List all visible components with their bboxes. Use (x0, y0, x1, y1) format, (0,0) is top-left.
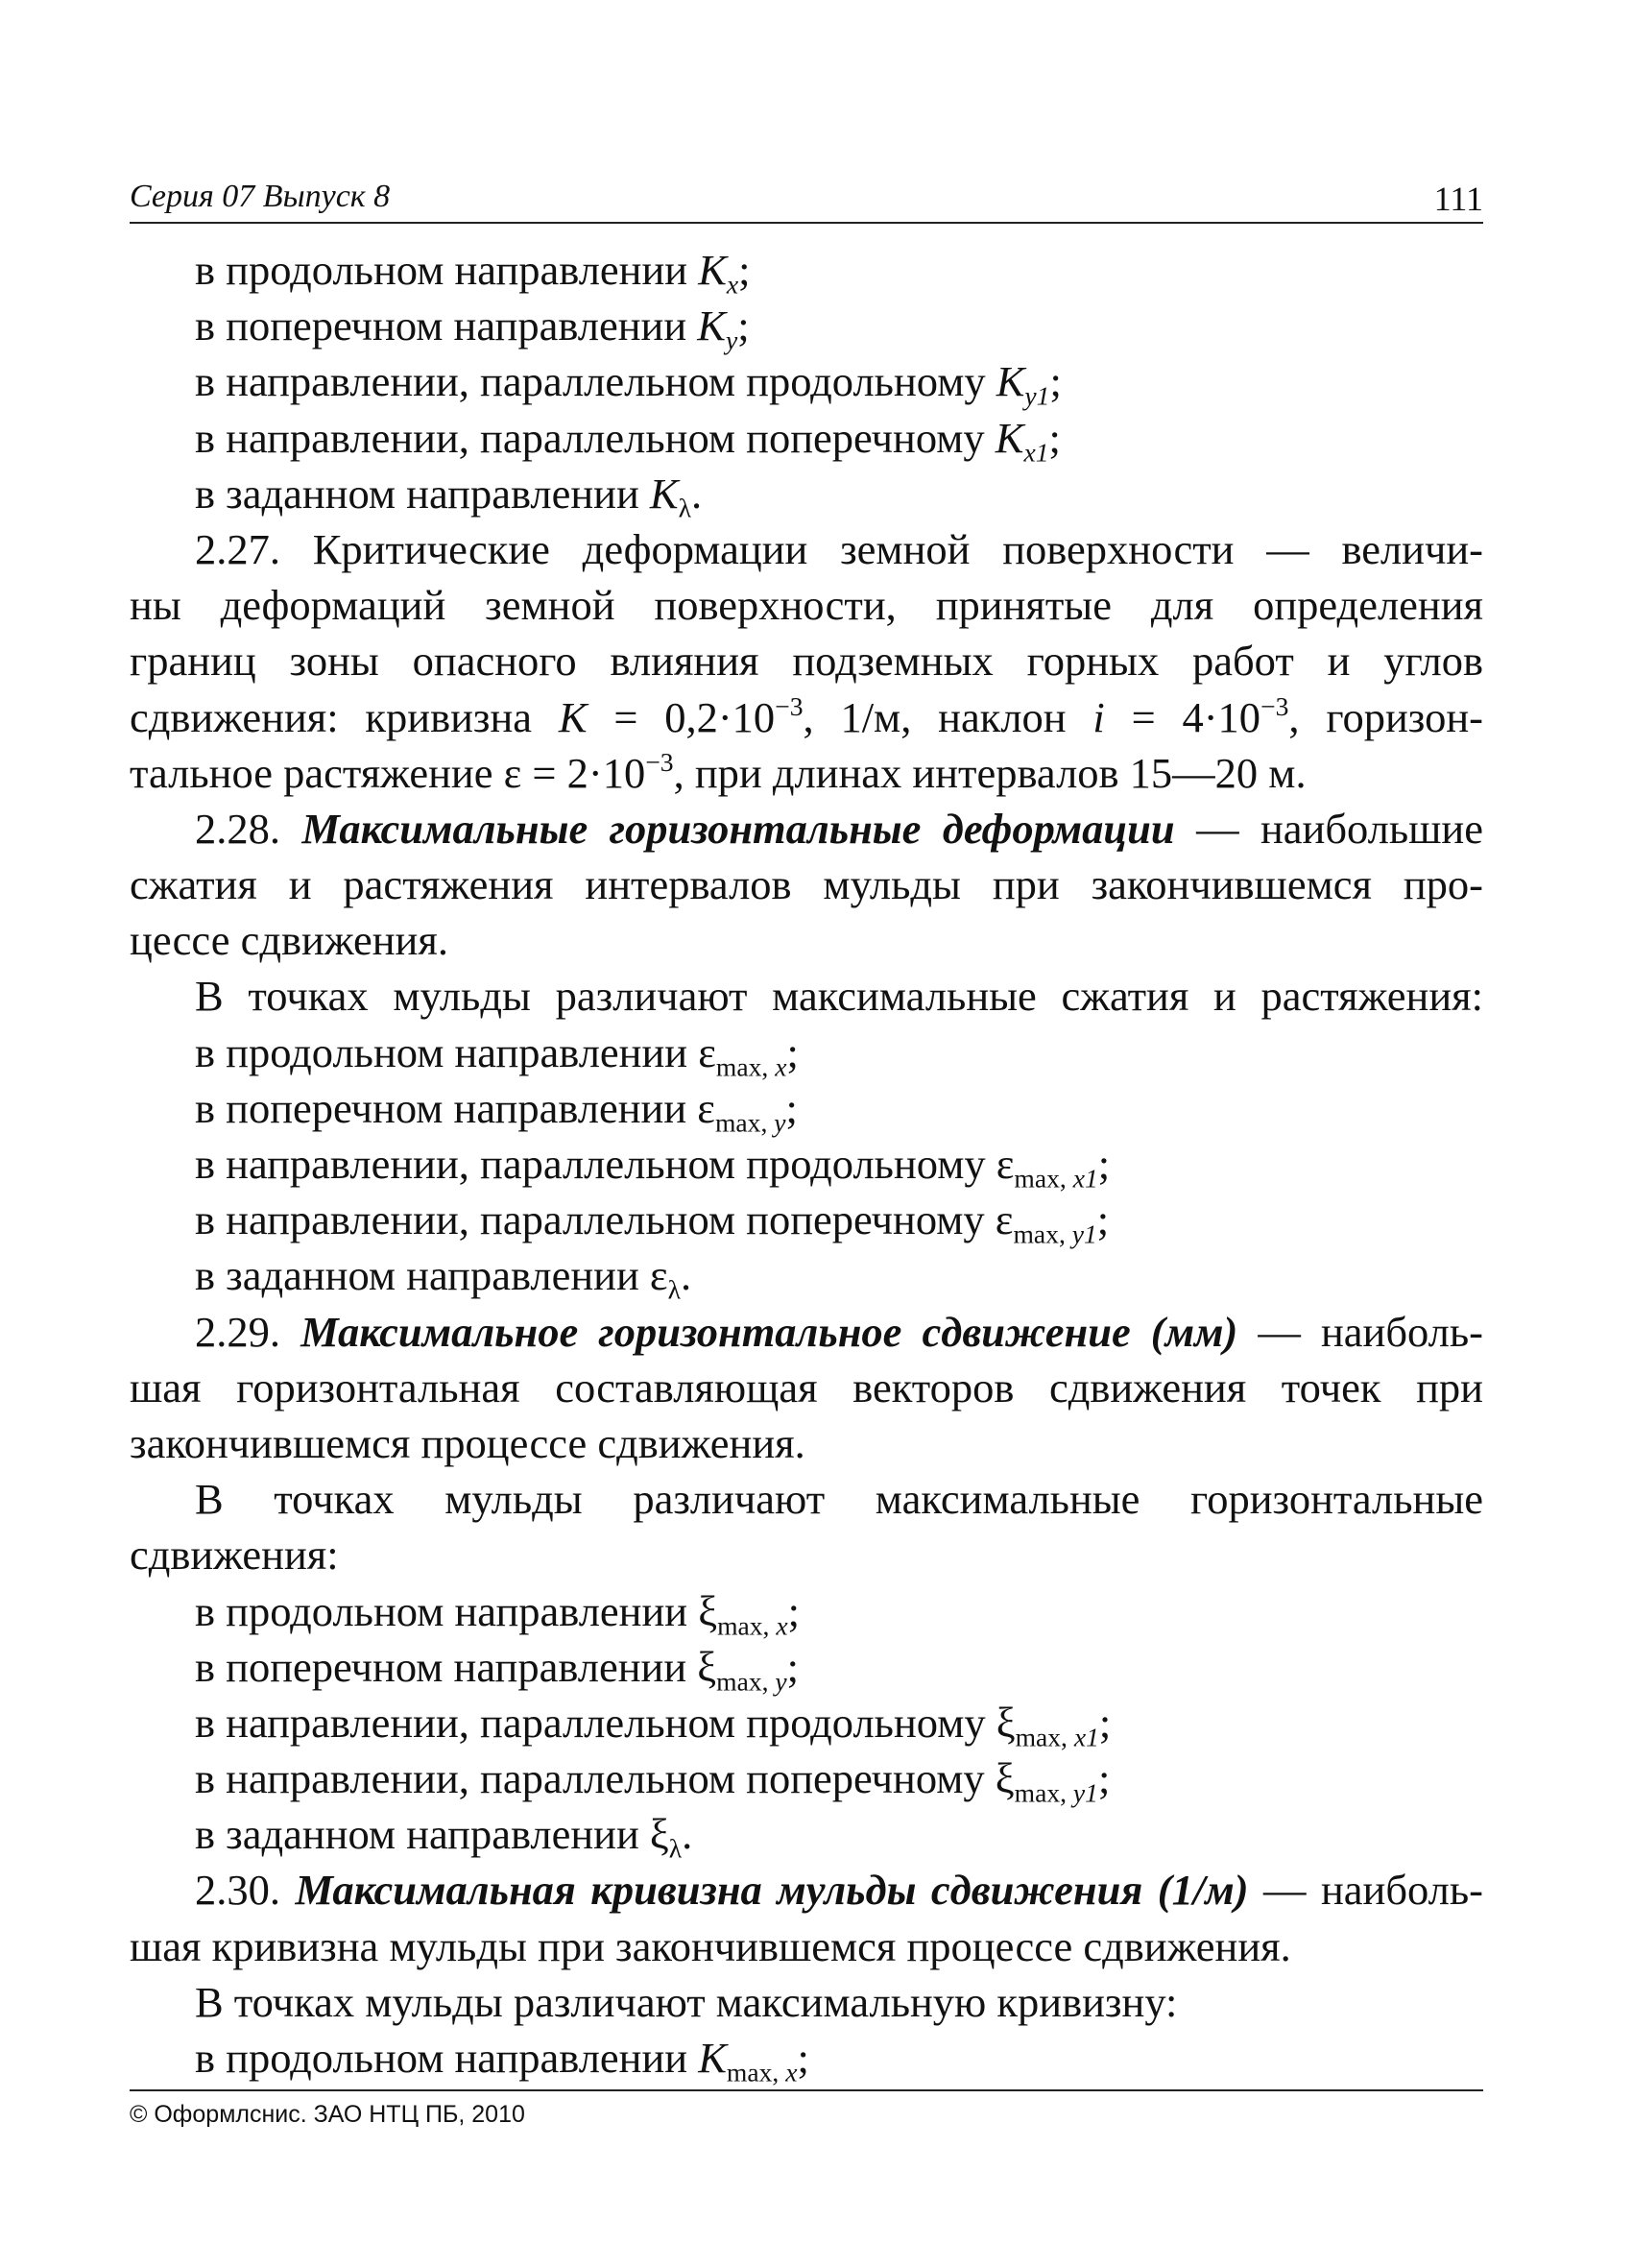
series-label: Серия 07 Выпуск 8 (130, 179, 391, 214)
list-item: в направлении, параллельном продольному $K_{y1}$; (195, 357, 1062, 412)
paragraph-line: 2.30. Максимальная кривизна мульды сдвижения (1/м) — наиболь- (195, 1866, 1483, 1915)
list-item: в продольном направлении $\varepsilon_{max, x}$; (195, 1027, 799, 1082)
list-item: в продольном направлении $K_{max, x}$; (195, 2034, 809, 2087)
list-item: в направлении, параллельном поперечному $\varepsilon_{max, y1}$; (195, 1195, 1110, 1249)
paragraph-line: закончившемся процессе сдвижения. (130, 1418, 805, 1467)
term: Максимальное горизонтальное сдвижение (мм) (300, 1307, 1238, 1356)
paragraph-line: В точках мульды различают максимальную кривизну: (195, 1977, 1178, 2026)
footer-rule (130, 2089, 1483, 2091)
list-item: в заданном направлении $\varepsilon_\lambda$. (195, 1251, 692, 1306)
paragraph-line: тальное растяжение $\varepsilon = 2\cdot 10^{-3}$, при длинах интервалов 15—20 м. (130, 746, 1307, 797)
list-item: в поперечном направлении $\xi_{max, y}$; (195, 1642, 800, 1697)
list-item: в направлении, параллельном продольному $\xi_{max, x1}$; (195, 1698, 1112, 1752)
paragraph-line: цессе сдвижения. (130, 916, 448, 965)
paragraph-line: сдвижения: кривизна $K = 0,2\cdot 10^{-3}$, 1/м, наклон $i = 4\cdot 10^{-3}$, горизон- (130, 690, 1483, 741)
list-item: в направлении, параллельном продольному $\varepsilon_{max, x1}$; (195, 1140, 1111, 1194)
list-item: в поперечном направлении $\varepsilon_{max, y}$; (195, 1083, 798, 1138)
term: Максимальная кривизна мульды сдвижения (1/м) (295, 1866, 1249, 1915)
list-item: в заданном направлении $K_\lambda$. (195, 469, 703, 523)
header-rule (130, 222, 1483, 224)
paragraph-line: В точках мульды различают максимальные горизонтальные (195, 1475, 1483, 1524)
paragraph-line: шая кривизна мульды при закончившемся процессе сдвижения. (130, 1921, 1291, 1970)
paragraph-line: шая горизонтальная составляющая векторов сдвижения точек при (130, 1363, 1483, 1411)
page-number: 111 (1433, 180, 1483, 218)
paragraph-line: 2.29. Максимальное горизонтальное сдвижение (мм) — наиболь- (195, 1307, 1483, 1356)
paragraph-line: 2.27. Критические деформации земной поверхности — величи- (195, 524, 1483, 573)
list-item: в продольном направлении $K_x$; (195, 246, 751, 300)
paragraph-line: В точках мульды различают максимальные сжатия и растяжения: (195, 972, 1483, 1021)
paragraph-line: сдвижения: (130, 1531, 339, 1580)
running-header (130, 179, 1483, 225)
list-item: в продольном направлении $\xi_{max, x}$; (195, 1586, 800, 1641)
paragraph-line: 2.28. Максимальные горизонтальные деформации — наибольшие (195, 804, 1483, 853)
body-text (130, 242, 1483, 2086)
term: Максимальные горизонтальные деформации (301, 804, 1175, 853)
list-item: в направлении, параллельном поперечному $K_{x1}$; (195, 413, 1061, 468)
paragraph-line: ны деформаций земной поверхности, принятые для определения (130, 581, 1483, 630)
paragraph-line: границ зоны опасного влияния подземных горных работ и углов (130, 637, 1483, 686)
list-item: в направлении, параллельном поперечному $\xi_{max, y1}$; (195, 1754, 1111, 1808)
footer-copyright: © Оформлснис. ЗАО НТЦ ПБ, 2010 (130, 2101, 525, 2128)
list-item: в заданном направлении $\xi_\lambda$. (195, 1810, 693, 1864)
list-item: в поперечном направлении $K_y$; (195, 302, 750, 355)
paragraph-line: сжатия и растяжения интервалов мульды при закончившемся про- (130, 860, 1483, 909)
